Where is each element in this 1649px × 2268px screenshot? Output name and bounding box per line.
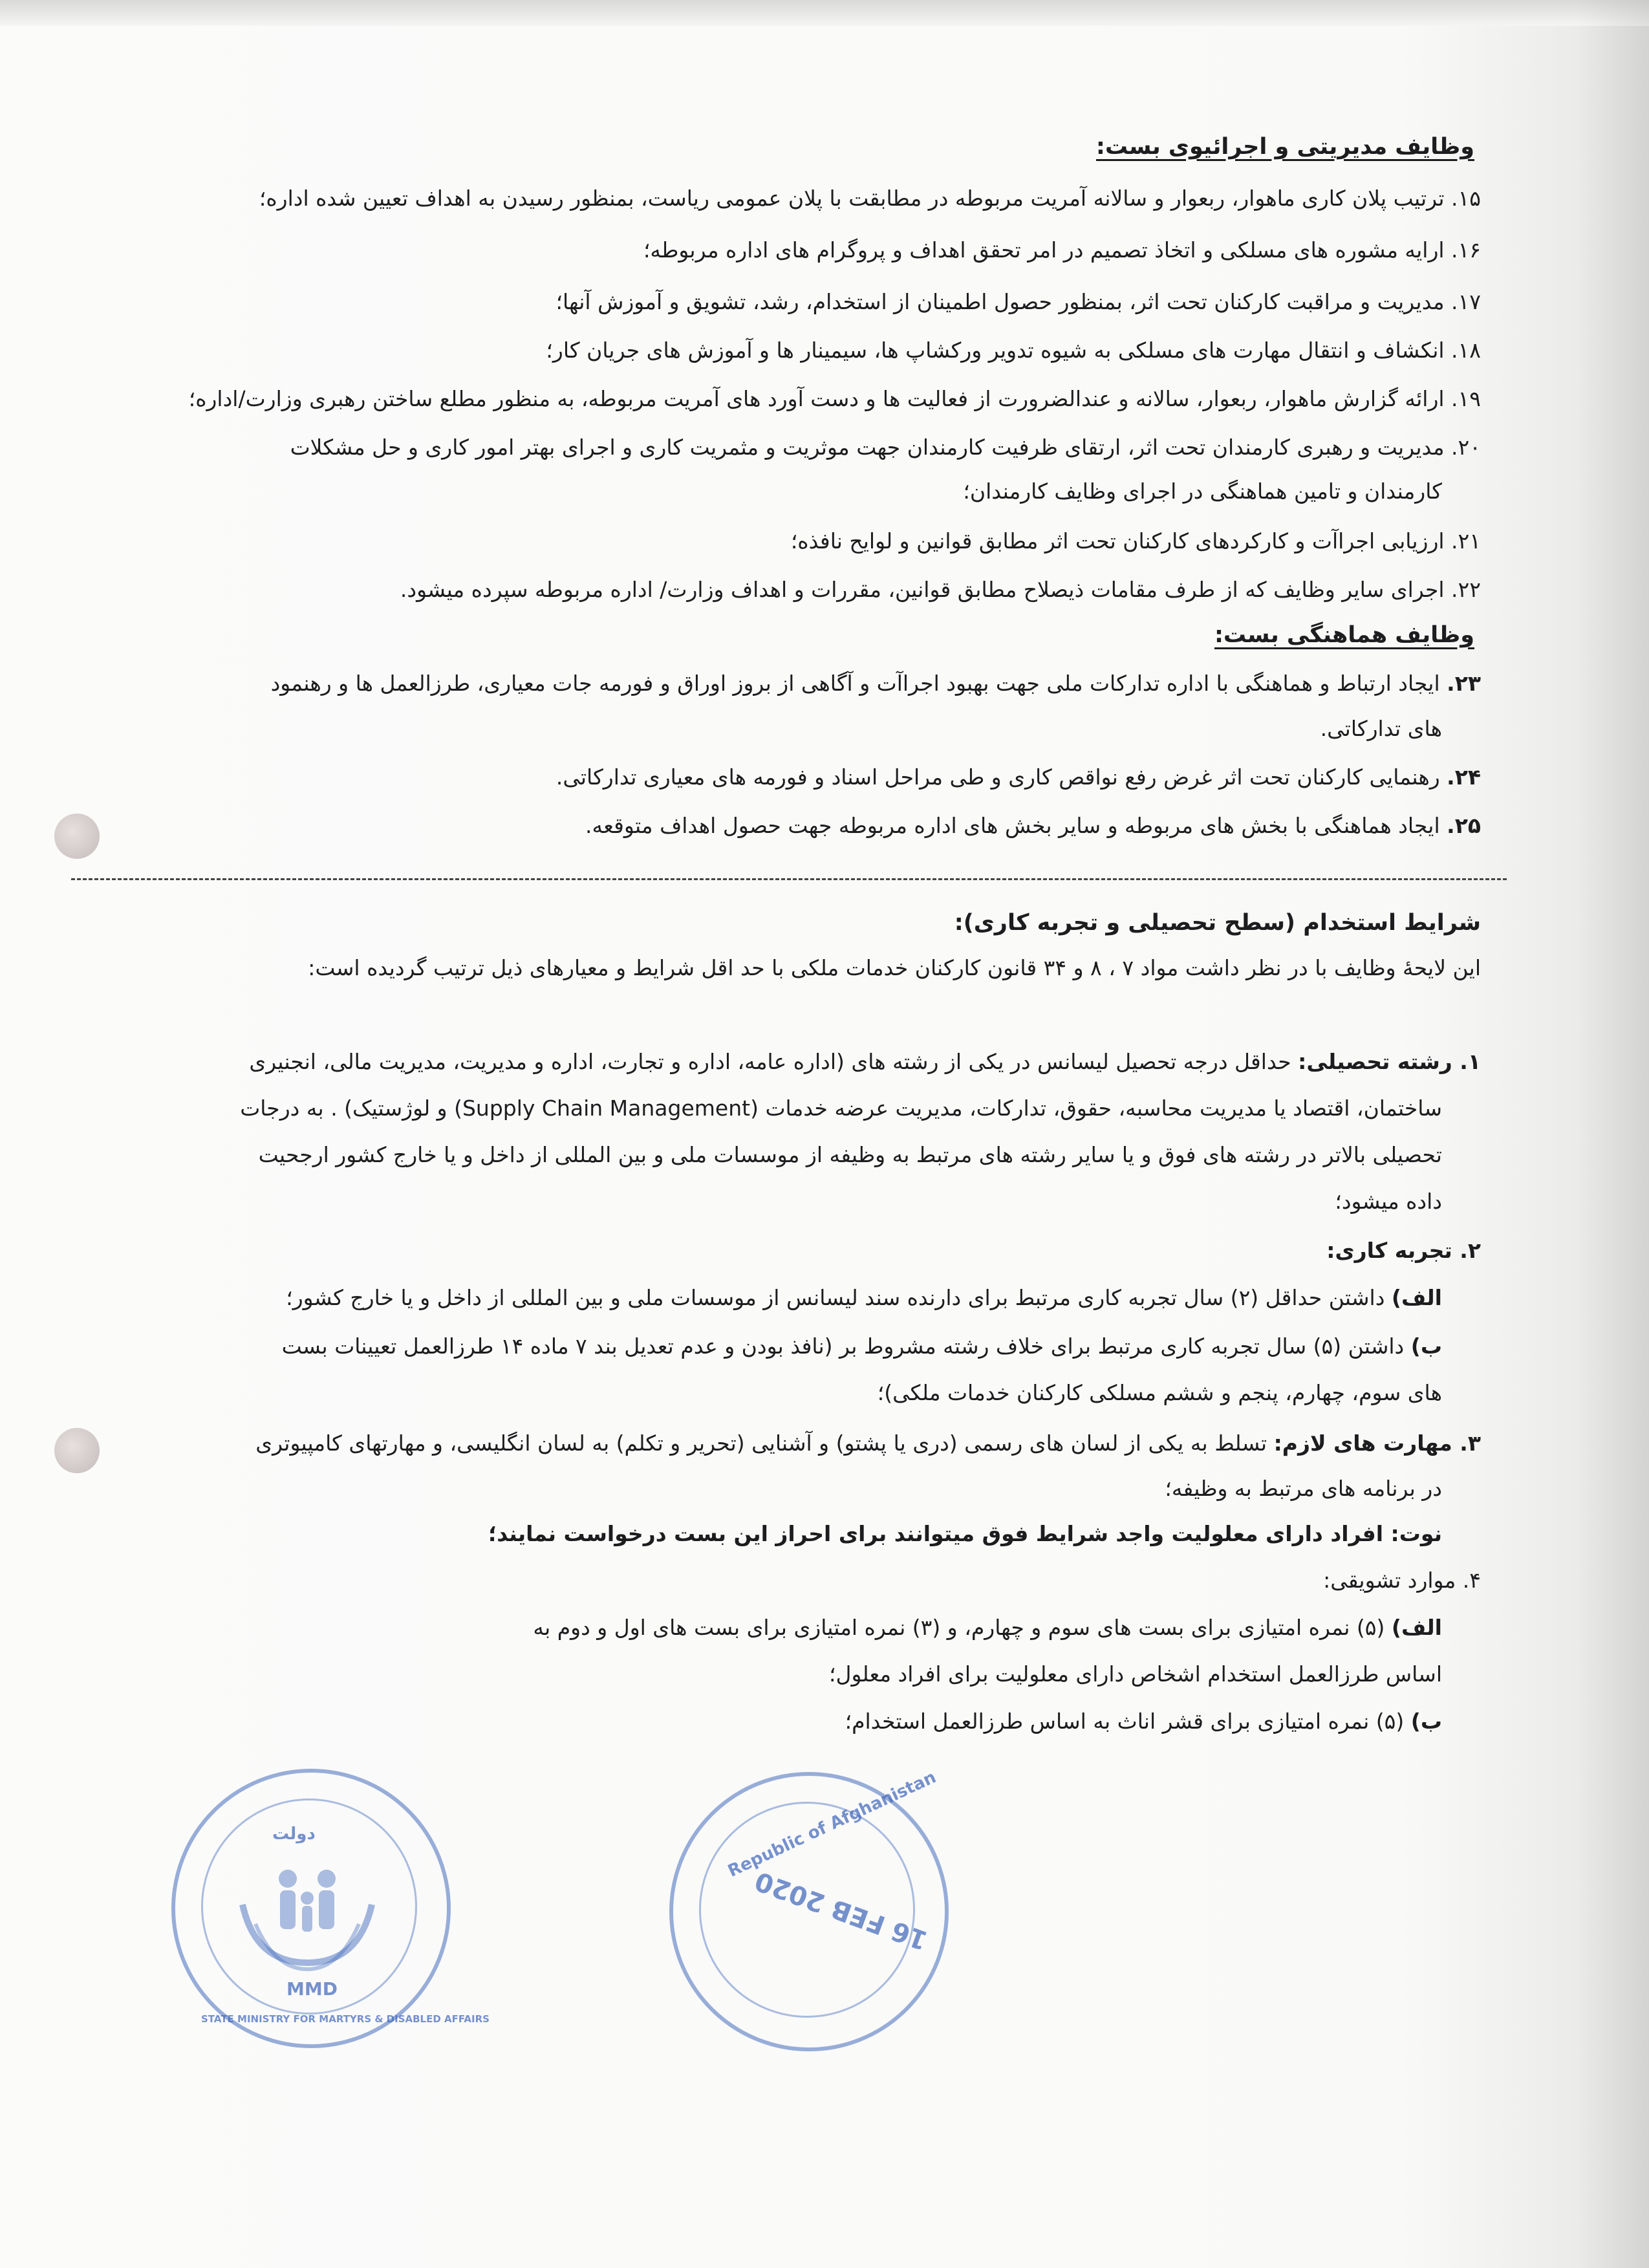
education-text: حداقل درجه تحصیل لیسانس در یکی از رشته های (اداره عامه، اداره و تجارت، اداره و مدیریت، مدیریت مالی، انجنیری [249,1049,1291,1074]
education-line [240,1094,1442,1123]
sub-item-label: ب) [1410,1334,1442,1359]
note-text: افراد دارای معلولیت واجد شرایط فوق میتوانند برای احراز این بست درخواست نمایند؛ [488,1521,1384,1546]
list-item: ۱۸. انکشاف و انتقال مهارت های مسلکی به شیوه تدویر ورکشاپ ها، سیمینار ها و آموزش های جریان کار؛ [546,338,1481,363]
sub-item-label: الف) [1391,1615,1442,1640]
stamp-logo-text: MMD [286,1978,338,2000]
list-item: ۲۰. مدیریت و رهبری کارمندان تحت اثر، ارتقای ظرفیت کارمندان جهت موثریت و مثمریت کاری و اجرای بهتر امور کاری و حل مشکلات [290,435,1481,460]
incentives-text: (۵) نمره امتیازی برای قشر اناث به اساس طرزالعمل استخدام؛ [845,1709,1405,1734]
experience-label: ۲. تجربه کاری: [1326,1238,1481,1263]
incentives-line: اساس طرزالعمل استخدام اشخاص دارای معلولیت برای افراد معلول؛ [829,1661,1442,1687]
item-text: های تدارکاتی. [1320,716,1442,741]
education-line: داده میشود؛ [1335,1189,1442,1214]
experience-text: داشتن (۵) سال تجربه کاری مرتبط برای خلاف رشته مشروط بر (نافذ بودن و عدم تعدیل بند ۷ ماده ۱۴ طرزالعمل تعیینات بست [281,1334,1405,1359]
stamp-top-text: دولت [272,1824,316,1844]
item-number: ۲۴. [1447,764,1481,790]
item-text: ایجاد هماهنگی با بخش های مربوطه و سایر بخش های اداره مربوطه جهت حصول اهداف متوقعه. [585,813,1440,838]
list-item: ۲۱. ارزیابی اجراآت و کارکردهای کارکنان تحت اثر مطابق قوانین و لوایح نافذه؛ [790,528,1481,554]
incentives-text: (۵) نمره امتیازی برای بست های سوم و چهارم، و (۳) نمره امتیازی برای بست های اول و دوم به [533,1615,1385,1640]
skills-label: ۳. مهارت های لازم: [1273,1431,1481,1456]
list-item-continuation: کارمندان و تامین هماهنگی در اجرای وظایف کارمندان؛ [963,479,1442,504]
stamp-date: 16 FEB 2020 [751,1865,932,1956]
skills-line: در برنامه های مرتبط به وظیفه؛ [1165,1476,1442,1501]
education-line [249,1048,1481,1076]
scan-shadow-right [1578,0,1649,2268]
sub-item-label: ب) [1410,1709,1442,1734]
employment-intro: این لایحهٔ وظایف با در نظر داشت مواد ۷ ، ۸ و ۳۴ قانون کارکنان خدمات ملکی با حد اقل شرایط و معیارهای ذیل ترتیب گردیده است: [308,955,1481,980]
list-item: ۱۹. ارائه گزارش ماهوار، ربعوار، سالانه و عندالضرورت از فعالیت ها و دست آورد های آمریت مربوطه، به منظور مطلع ساختن رهبری وزارت/اداره؛ [188,386,1481,411]
item-text: رهنمایی کارکنان تحت اثر غرض رفع نواقص کاری و طی مراحل اسناد و فورمه های معیاری تدارکاتی. [555,764,1440,790]
experience-line: های سوم، چهارم، پنجم و ششم مسلکی کارکنان خدمات ملکی)؛ [877,1380,1442,1405]
skills-text: تسلط به یکی از لسان های رسمی (دری یا پشتو) و آشنایی (تحریر و تکلم) به لسان انگلیسی، و مهارتهای کامپیوتری [255,1431,1267,1456]
experience-line [282,1332,1442,1361]
ministry-stamp [171,1769,490,2048]
sub-item-label: الف) [1391,1285,1442,1310]
education-line: تحصیلی بالاتر در رشته های فوق و یا سایر رشته های مرتبط به وظیفه از موسسات ملی و بین المللی از داخل و یا خارج کشور ارجحیت [258,1142,1442,1167]
item-text: ایجاد ارتباط و هماهنگی با اداره تدارکات ملی جهت بهبود اجراآت و آگاهی از بروز اوراق و فورمه جات معیاری، طرزالعمل ها و رهنمود [270,671,1440,696]
management-heading: وظایف مدیریتی و اجرائیوی بست: [1095,134,1474,160]
education-text: ) و لوژستیک) . به درجات [240,1096,462,1121]
note-label: نوت: [1390,1521,1442,1546]
item-number: ۲۵. [1447,813,1481,838]
stamp-bottom-text: STATE MINISTRY FOR MARTYRS & DISABLED AFFAIRS [201,2013,490,2025]
education-text: ساختمان، اقتصاد یا مدیریت محاسبه، حقوق، تدارکات، مدیریت عرضه خدمات ( [750,1096,1442,1121]
incentives-line [845,1707,1442,1736]
list-item: ۲۲. اجرای سایر وظایف که از طرف مقامات ذیصلاح مطابق قوانین، مقررات و اهداف وزارت/ اداره مربوطه سپرده میشود. [400,577,1481,602]
experience-text: داشتن حداقل (۲) سال تجربه کاری مرتبط برای دارنده سند لیسانس از موسسات ملی و بین المللی از داخل و یا خارج کشور؛ [286,1285,1385,1310]
family-hands-icon [171,1769,443,2040]
list-item: ۱۷. مدیریت و مراقبت کارکنان تحت اثر، بمنظور حصول اطمینان از استخدام، رشد، تشویق و آموزش آنها؛ [555,289,1481,314]
incentives-line [533,1614,1442,1642]
education-english-term: Supply Chain Management [462,1096,751,1121]
education-label: ۱. رشته تحصیلی: [1298,1049,1481,1074]
coordination-heading: وظایف هماهنگی بست: [1214,622,1474,648]
date-stamp [669,1767,949,2051]
experience-line [286,1284,1442,1312]
incentives-label: ۴. موارد تشویقی: [1323,1568,1481,1593]
list-item: ۱۵. ترتیب پلان کاری ماهوار، ربعوار و سالانه آمریت مربوطه در مطابقت با پلان عمومی ریاست، بمنظور رسیدن به اهداف تعیین شده اداره؛ [259,186,1481,211]
note-line [488,1520,1442,1548]
item-number: ۲۳. [1447,671,1481,696]
stamp-country-text: Republic of Afghanistan [725,1767,940,1881]
list-item: ۱۶. ارایه مشوره های مسلکی و اتخاذ تصمیم در امر تحقق اهداف و پروگرام های اداره مربوطه؛ [643,237,1481,263]
employment-heading: شرایط استخدام (سطح تحصیلی و تجربه کاری): [954,910,1481,936]
skills-line [255,1429,1481,1458]
